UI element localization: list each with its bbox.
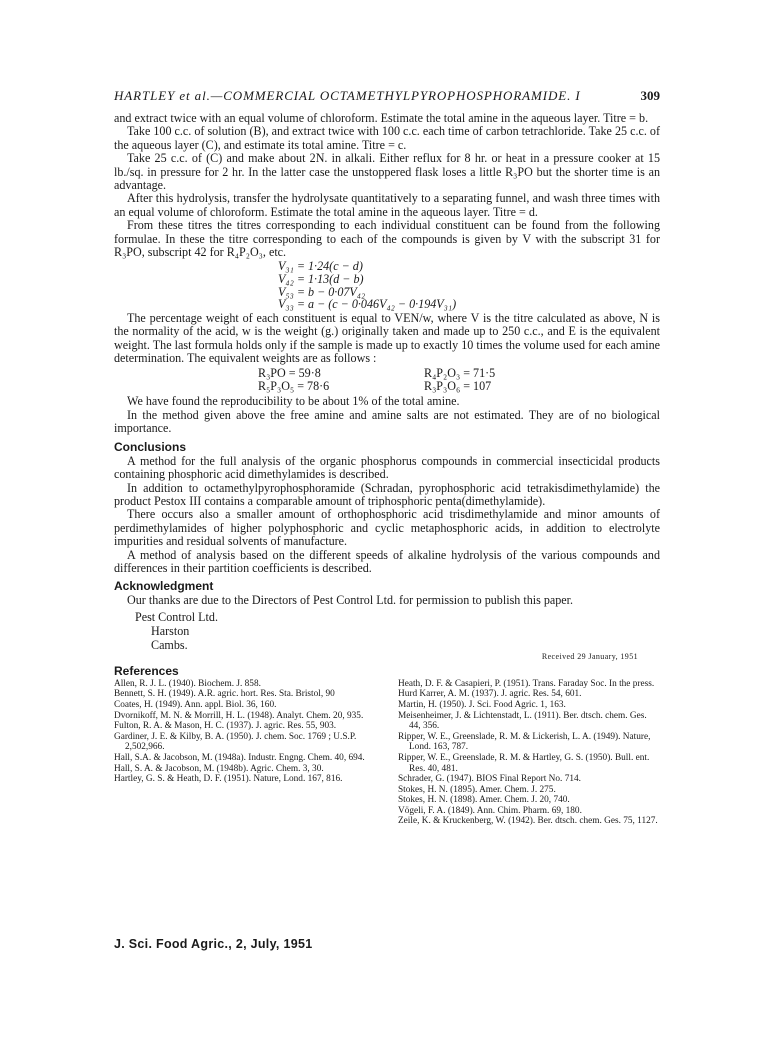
reference-item: Coates, H. (1949). Ann. appl. Biol. 36, 160. <box>114 699 277 710</box>
weight-r3po: R₃PO = 59·8 <box>258 366 321 381</box>
formula-v53: V₅₃ = b − 0·07V₄₂ <box>278 284 366 299</box>
reference-item: Hall, S. A. & Jacobson, M. (1948b). Agric. Chem. 3, 30. <box>114 763 324 774</box>
affiliation-address <box>114 610 660 652</box>
running-header <box>114 88 660 104</box>
reference-item: Gardiner, J. E. & Kilby, B. A. (1950). J. chem. Soc. 1769 ; U.S.P. 2,502,966. <box>114 731 357 753</box>
running-title: HARTLEY et al.—COMMERCIAL OCTAMETHYLPYROPHOSPHORAMIDE. I <box>114 88 581 103</box>
address-line-1: Pest Control Ltd. <box>135 609 218 624</box>
acknowledgment-heading: Acknowledgment <box>114 579 214 594</box>
paragraph-6: The percentage weight of each constituent is equal to VEN/w, where V is the titre calculated as above, N is the normality of the acid, w is the weight (g.) originally taken and made up to 250 c.c., and E is the equivalent weight. The last formula holds only if the sample is made up to exactly 10 times the volume used for each amine determination. The equivalent weights are as follows : <box>114 310 660 366</box>
reference-item: Meisenheimer, J. & Lichtenstadt, L. (1911). Ber. dtsch. chem. Ges. 44, 356. <box>398 710 647 732</box>
reference-item: Vögeli, F. A. (1849). Ann. Chim. Pharm. 69, 180. <box>398 805 582 816</box>
reference-item: Martin, H. (1950). J. Sci. Food Agric. 1, 163. <box>398 699 566 710</box>
conclusions-heading: Conclusions <box>114 439 187 454</box>
address-line-3: Cambs. <box>151 637 188 652</box>
references-column-right <box>398 679 660 827</box>
weight-r5p3o5: R₅P₃O₅ = 78·6 <box>258 379 330 394</box>
weight-r4p2o3: R₄P₂O₃ = 71·5 <box>424 366 496 381</box>
equivalent-weights <box>258 367 660 393</box>
reference-item: Dvornikoff, M. N. & Morrill, H. L. (1948). Analyt. Chem. 20, 935. <box>114 710 364 721</box>
references-column-left <box>114 679 376 827</box>
page <box>114 88 660 827</box>
conclusions-paragraph-1: A method for the full analysis of the organic phosphorus compounds in commercial insecticidal products containing phosphoric acid dimethylamides is described. <box>114 453 660 482</box>
references-list <box>114 679 660 827</box>
reference-item: Allen, R. J. L. (1940). Biochem. J. 858. <box>114 678 261 689</box>
paragraph-5: From these titres the titres corresponding to each individual constituent can be found from the following formulae. In these the titre corresponding to each of the compounds is given by V with the subscript 31 for R₃PO, subscript 42 for R₄P₂O₃, etc. <box>114 218 660 260</box>
page-number: 309 <box>640 88 660 103</box>
paragraph-2: Take 100 c.c. of solution (B), and extract twice with 100 c.c. each time of carbon tetrachloride. Take 25 c.c. of the aqueous layer (C), and estimate its total amine. Titre = c. <box>114 124 660 152</box>
conclusions-paragraph-4: A method of analysis based on the different speeds of alkaline hydrolysis of the various compounds and differences in their partition coefficients is described. <box>114 547 660 575</box>
reference-item: Heath, D. F. & Casapieri, P. (1951). Trans. Faraday Soc. In the press. <box>398 678 655 689</box>
paragraph-4: After this hydrolysis, transfer the hydrolysate quantitatively to a separating funnel, and wash three times with an equal volume of chloroform. Estimate the total amine in the aqueous layer. Titre = d. <box>114 191 660 219</box>
paragraph-1: and extract twice with an equal volume of chloroform. Estimate the total amine in the aqueous layer. Titre = b. <box>114 111 649 125</box>
received-date: Received 29 January, 1951 <box>541 651 638 661</box>
paragraph-7: We have found the reproducibility to be about 1% of the total amine. <box>127 394 460 409</box>
formula-block <box>278 260 660 310</box>
formula-v33: V₃₃ = a − (c − 0·046V₄₂ − 0·194V₃₁) <box>278 297 457 312</box>
conclusions-paragraph-2: In addition to octamethylpyrophosphoramide (Schradan, pyrophosphoric acid tetrakisdimethylamide) the product Pestox III contains a comparable amount of triphosphoric penta(dimethylamide). <box>114 480 660 508</box>
reference-item: Stokes, H. N. (1895). Amer. Chem. J. 275. <box>398 784 556 795</box>
reference-item: Schrader, G. (1947). BIOS Final Report No. 714. <box>398 774 581 785</box>
paragraph-8: In the method given above the free amine and amine salts are not estimated. They are of no biological importance. <box>114 407 660 436</box>
reference-item: Hall, S.A. & Jacobson, M. (1948a). Industr. Engng. Chem. 40, 694. <box>114 752 365 763</box>
formula-v31: V₃₁ = 1·24(c − d) <box>278 259 363 274</box>
reference-item: Fulton, R. A. & Mason, H. C. (1937). J. agric. Res. 55, 903. <box>114 721 337 732</box>
reference-item: Hurd Karrer, A. M. (1937). J. agric. Res. 54, 601. <box>398 689 582 700</box>
reference-item: Bennett, S. H. (1949). A.R. agric. hort. Res. Sta. Bristol, 90 <box>114 689 335 700</box>
paragraph-3: Take 25 c.c. of (C) and make about 2N. in alkali. Either reflux for 8 hr. or heat in a pressure cooker at 15 lb./sq. in pressure for 2 hr. In the latter case the unstoppered flask loses a little R₃PO but the shorter time is an advantage. <box>114 151 660 193</box>
reference-item: Zeile, K. & Kruckenberg, W. (1942). Ber. dtsch. chem. Ges. 75, 1127. <box>398 816 658 827</box>
reference-item: Ripper, W. E., Greenslade, R. M. & Lickerish, L. A. (1949). Nature, Lond. 163, 787. <box>398 731 651 753</box>
reference-item: Hartley, G. S. & Heath, D. F. (1951). Nature, Lond. 167, 816. <box>114 774 343 785</box>
journal-footer: J. Sci. Food Agric., 2, July, 1951 <box>114 937 313 951</box>
weight-r3p3o6: R₃P₃O₆ = 107 <box>424 379 492 394</box>
acknowledgment-paragraph: Our thanks are due to the Directors of Pest Control Ltd. for permission to publish this paper. <box>127 593 574 608</box>
reference-item: Stokes, H. N. (1898). Amer. Chem. J. 20, 740. <box>398 795 570 806</box>
reference-item: Ripper, W. E., Greenslade, R. M. & Hartley, G. S. (1950). Bull. ent. Res. 40, 481. <box>398 752 650 774</box>
conclusions-paragraph-3: There occurs also a smaller amount of orthophosphoric acid trisdimethylamide and minor amounts of perdimethylamides of higher polyphosphoric and cyclic metaphosphoric acids, in addition to electrolyte impurities and residual solvents of manufacture. <box>114 507 660 549</box>
references-heading: References <box>114 663 179 678</box>
address-line-2: Harston <box>151 623 190 638</box>
formula-v42: V₄₂ = 1·13(d − b) <box>278 272 364 287</box>
